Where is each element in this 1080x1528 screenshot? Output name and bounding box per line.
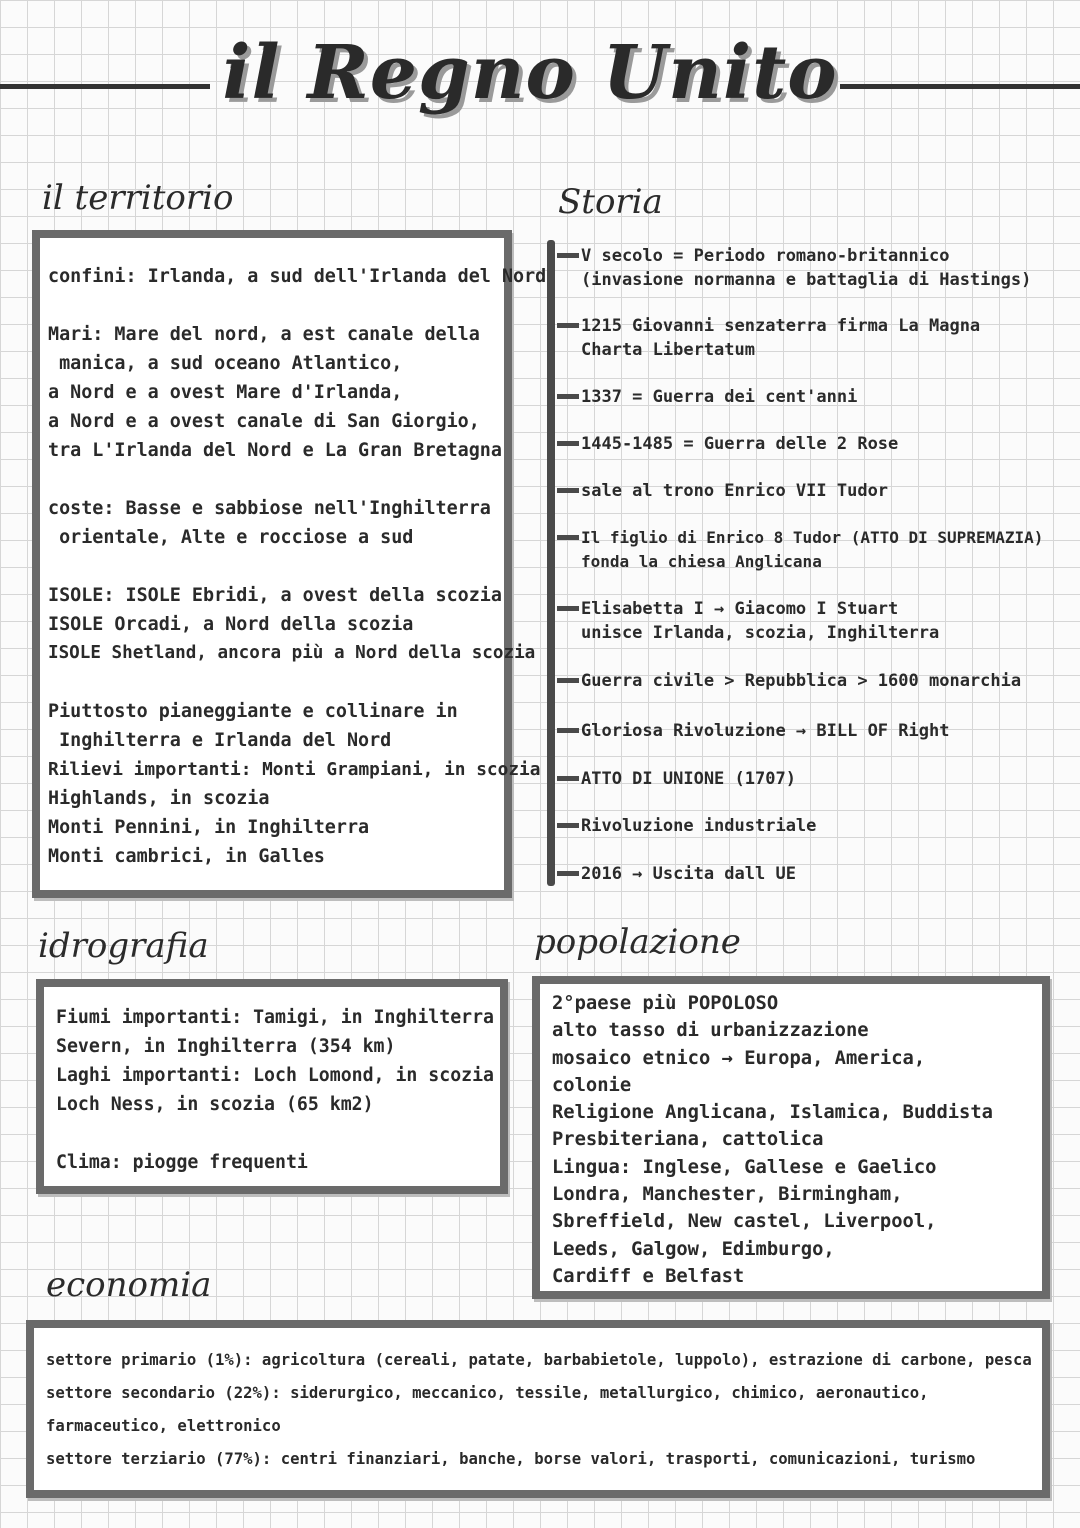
timeline-event-line: Elisabetta I → Giacomo I Stuart — [581, 599, 899, 619]
timeline-event-line: V secolo = Periodo romano-britannico — [581, 246, 950, 266]
idrografia-line: Fiumi importanti: Tamigi, in Inghilterra — [56, 1007, 494, 1028]
page-title: il Regno Unito — [222, 30, 838, 116]
timeline-event-text — [581, 479, 888, 503]
timeline-dot — [557, 253, 579, 258]
territorio-paragraph — [48, 697, 541, 871]
territorio-line: orientale, Alte e rocciose a sud — [48, 527, 414, 548]
territorio-line: Monti cambrici, in Galles — [48, 846, 325, 867]
idrografia-paragraph — [56, 1003, 500, 1119]
popolazione-line: alto tasso di urbanizzazione — [552, 1020, 869, 1042]
timeline-event-text — [581, 597, 939, 645]
timeline-event-text — [581, 314, 980, 362]
timeline-event-text — [581, 719, 949, 743]
timeline-event-line: Gloriosa Rivoluzione → BILL OF Right — [581, 721, 950, 741]
timeline-dot — [557, 441, 579, 446]
timeline-event-text — [581, 244, 1031, 292]
idrografia-text — [56, 1003, 500, 1177]
idrografia-line: Severn, in Inghilterra (354 km) — [56, 1036, 396, 1057]
economia-line: settore secondario (22%): siderurgico, meccanico, tessile, metallurgico, chimico, aeronautico, — [46, 1384, 929, 1402]
economia-line: settore terziario (77%): centri finanziari, banche, borse valori, trasporti, comunicazioni, turismo — [46, 1450, 976, 1468]
idrografia-line: Loch Ness, in scozia (65 km2) — [56, 1094, 374, 1115]
timeline-dot — [557, 535, 579, 540]
economia-box — [26, 1320, 1050, 1498]
timeline-event-text — [581, 862, 796, 886]
territorio-line: ISOLE: ISOLE Ebridi, a ovest della scozia — [48, 585, 502, 606]
popolazione-line: 2°paese più POPOLOSO — [552, 993, 779, 1014]
territorio-paragraph — [48, 320, 504, 465]
popolazione-line: Londra, Manchester, Birmingham, — [552, 1184, 903, 1206]
storia-heading: Storia — [558, 182, 663, 222]
timeline-event-line: 1215 Giovanni senzaterra firma La Magna — [581, 316, 981, 336]
timeline-event-line: Guerra civile > Repubblica > 1600 monarchia — [581, 671, 1022, 691]
territorio-line: Piuttosto pianeggiante e collinare in — [48, 701, 458, 722]
timeline-event-text — [581, 767, 796, 791]
idrografia-paragraph — [56, 1148, 500, 1177]
timeline-dot — [557, 871, 579, 876]
timeline-dot — [557, 488, 579, 493]
popolazione-line: Religione Anglicana, Islamica, Buddista — [552, 1102, 993, 1124]
idrografia-heading: idrografia — [38, 926, 209, 966]
territorio-line: Rilievi importanti: Monti Grampiani, in scozia — [48, 759, 541, 780]
territorio-line: Mari: Mare del nord, a est canale della — [48, 324, 480, 345]
title-rule-left — [0, 84, 210, 89]
territorio-line: manica, a sud oceano Atlantico, — [48, 353, 403, 374]
economia-line: farmaceutico, elettronico — [46, 1417, 281, 1435]
timeline-event-line: 1445-1485 = Guerra delle 2 Rose — [581, 434, 899, 454]
timeline-event-line: fonda la chiesa Anglicana — [581, 552, 822, 571]
popolazione-line: Presbiteriana, cattolica — [552, 1129, 824, 1151]
timeline-event-text — [581, 814, 816, 838]
territorio-line: a Nord e a ovest Mare d'Irlanda, — [48, 382, 403, 403]
popolazione-line: Leeds, Galgow, Edimburgo, — [552, 1238, 835, 1260]
popolazione-heading: popolazione — [534, 922, 741, 962]
timeline-dot — [557, 823, 579, 828]
economia-line: settore primario (1%): agricoltura (cereali, patate, barbabietole, luppolo), estrazione di carbone, pesca — [46, 1351, 1032, 1369]
timeline-event-text — [581, 432, 898, 456]
territorio-paragraph — [48, 262, 547, 291]
timeline-dot — [557, 394, 579, 399]
timeline-event-line: ATTO DI UNIONE (1707) — [581, 769, 796, 789]
timeline-event-line: 1337 = Guerra dei cent'anni — [581, 387, 858, 407]
timeline-dot — [557, 606, 579, 611]
timeline-event-line: Charta Libertatum — [581, 340, 755, 360]
timeline-event-text — [581, 385, 857, 409]
popolazione-line: Sbreffield, New castel, Liverpool, — [552, 1211, 937, 1233]
popolazione-line: colonie — [552, 1074, 632, 1096]
territorio-heading: il territorio — [42, 178, 234, 218]
territorio-line: tra L'Irlanda del Nord e La Gran Bretagna — [48, 440, 502, 461]
popolazione-box — [532, 976, 1050, 1299]
timeline-event-line: sale al trono Enrico VII Tudor — [581, 481, 889, 501]
timeline-event-line: (invasione normanna e battaglia di Hastings) — [581, 270, 1032, 290]
territorio-line: a Nord e a ovest canale di San Giorgio, — [48, 411, 480, 432]
timeline-event-line: Il figlio di Enrico 8 Tudor (ATTO DI SUPREMAZIA) — [581, 528, 1044, 547]
timeline-event-text — [581, 669, 1021, 693]
popolazione-text — [552, 990, 1042, 1290]
timeline-event-line: unisce Irlanda, scozia, Inghilterra — [581, 623, 940, 643]
territorio-line: ISOLE Shetland, ancora più a Nord della scozia — [48, 643, 536, 663]
popolazione-line: Lingua: Inglese, Gallese e Gaelico — [552, 1156, 937, 1178]
title-rule-right — [840, 84, 1080, 89]
timeline-dot — [557, 678, 579, 683]
territorio-box — [32, 230, 547, 898]
popolazione-line: mosaico etnico → Europa, America, — [552, 1047, 926, 1069]
territorio-line: coste: Basse e sabbiose nell'Inghilterra — [48, 498, 491, 519]
territorio-line: ISOLE Orcadi, a Nord della scozia — [48, 614, 414, 635]
timeline-bar — [547, 240, 555, 886]
economia-text — [46, 1344, 1042, 1476]
timeline-dot — [557, 728, 579, 733]
idrografia-line: Clima: piogge frequenti — [56, 1152, 308, 1173]
timeline-dot — [557, 323, 579, 328]
timeline-dot — [557, 776, 579, 781]
economia-heading: economia — [46, 1265, 212, 1305]
territorio-paragraph — [48, 581, 536, 668]
territorio-text — [48, 262, 547, 871]
territorio-line: Inghilterra e Irlanda del Nord — [48, 730, 392, 751]
timeline-event-line: Rivoluzione industriale — [581, 816, 817, 836]
timeline-event-line: 2016 → Uscita dall UE — [581, 864, 796, 884]
idrografia-line: Laghi importanti: Loch Lomond, in scozia — [56, 1065, 494, 1086]
territorio-line: Highlands, in scozia — [48, 788, 270, 809]
territorio-paragraph — [48, 494, 504, 552]
territorio-line: Monti Pennini, in Inghilterra — [48, 817, 370, 838]
idrografia-box — [36, 979, 508, 1194]
timeline-event-text — [581, 526, 1043, 574]
territorio-line: confini: Irlanda, a sud dell'Irlanda del Nord — [48, 266, 547, 287]
popolazione-line: Cardiff e Belfast — [552, 1265, 745, 1287]
